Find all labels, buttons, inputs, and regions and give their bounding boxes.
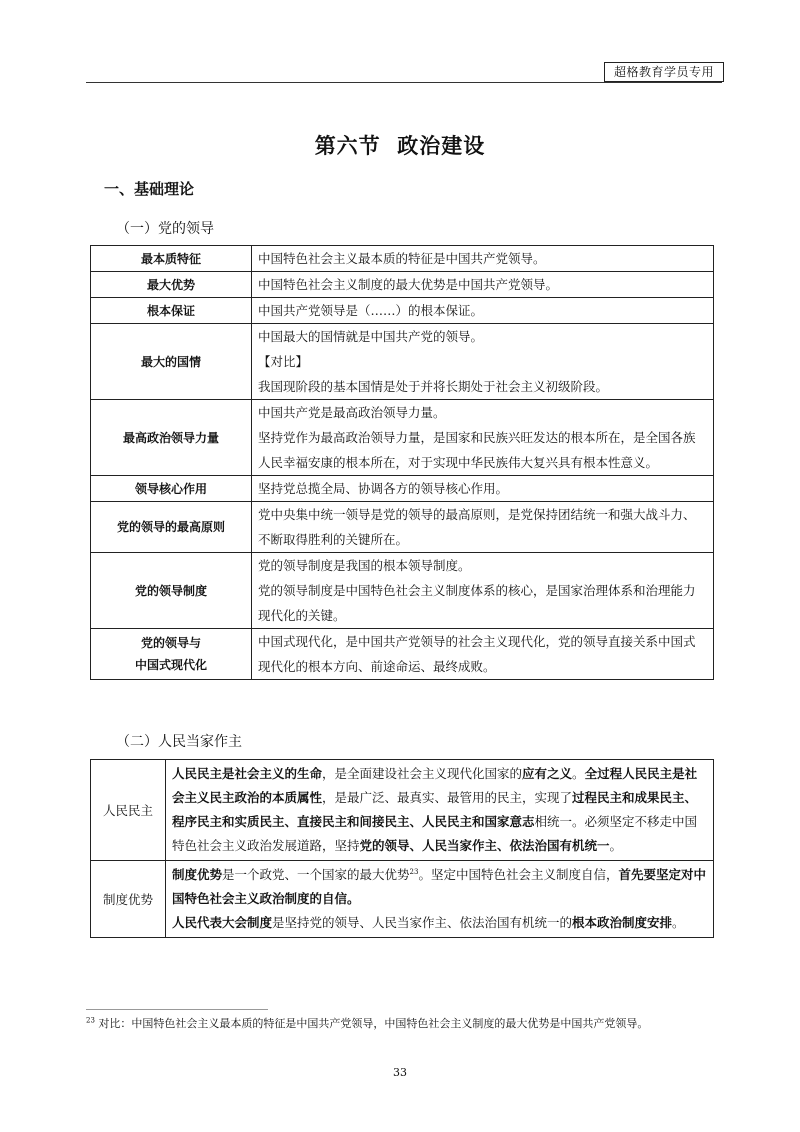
row-key: 党的领导与 中国式现代化 — [91, 629, 252, 680]
row-key: 人民民主 — [91, 760, 166, 861]
row-value: 党中央集中统一领导是党的领导的最高原则，是党保持团结统一和强大战斗力、不断取得胜利的关键所在。 — [252, 502, 714, 553]
row-key: 最大的国情 — [91, 324, 252, 400]
row-key: 最高政治领导力量 — [91, 400, 252, 476]
row-key: 最大优势 — [91, 272, 252, 298]
table-row — [91, 246, 714, 272]
footnote-ref: 23 — [409, 867, 419, 876]
footnote-number: 23 — [86, 1016, 95, 1025]
header-stamp: 超格教育学员专用 — [604, 62, 724, 82]
section-heading-basic-theory: 一、基础理论 — [104, 180, 195, 198]
row-value: 人民民主是社会主义的生命，是全面建设社会主义现代化国家的应有之义。全过程人民民主是社会主义民主政治的本质属性，是最广泛、最真实、最管用的民主，实现了过程民主和成果民主、程序民主和实质民主、直接民主和间接民主、人民民主和国家意志相统一。必须坚定不移走中国特色社会主义政治发展道路，坚持党的领导、人民当家作主、依法治国有机统一。 — [166, 760, 714, 861]
row-key: 领导核心作用 — [91, 476, 252, 502]
row-value: 中国式现代化，是中国共产党领导的社会主义现代化，党的领导直接关系中国式现代化的根本方向、前途命运、最终成败。 — [252, 629, 714, 680]
header-rule — [86, 82, 722, 83]
table-row — [91, 760, 714, 861]
party-leadership-table — [90, 245, 714, 680]
table-row — [91, 861, 714, 938]
page-title: 第六节 政治建设 — [314, 134, 486, 158]
row-key: 党的领导的最高原则 — [91, 502, 252, 553]
table-row — [91, 476, 714, 502]
row-value: 中国特色社会主义最本质的特征是中国共产党领导。 — [252, 246, 714, 272]
table-row — [91, 272, 714, 298]
row-value: 中国共产党领导是（……）的根本保证。 — [252, 298, 714, 324]
footnote-rule — [86, 1009, 268, 1010]
table-row — [91, 324, 714, 400]
table-row — [91, 629, 714, 680]
table-row — [91, 298, 714, 324]
row-value: 中国特色社会主义制度的最大优势是中国共产党领导。 — [252, 272, 714, 298]
footnote — [86, 1016, 726, 1032]
page-number: 33 — [393, 1066, 407, 1079]
row-value: 中国最大的国情就是中国共产党的领导。 【对比】 我国现阶段的基本国情是处于并将长期处于社会主义初级阶段。 — [252, 324, 714, 400]
subsection-heading-people-masters: （二）人民当家作主 — [116, 734, 242, 750]
row-value: 制度优势是一个政党、一个国家的最大优势$^{23}$。坚定中国特色社会主义制度自信，首先要坚定对中国特色社会主义政治制度的自信。 人民代表大会制度是坚持党的领导、人民当家作主、依法治国有机统一的根本政治制度安排。 — [166, 861, 714, 938]
table-row — [91, 502, 714, 553]
row-key: 制度优势 — [91, 861, 166, 938]
table-row — [91, 400, 714, 476]
footnote-text: 对比：中国特色社会主义最本质的特征是中国共产党领导，中国特色社会主义制度的最大优势是中国共产党领导。 — [94, 1017, 649, 1030]
subsection-heading-party-leadership: （一）党的领导 — [116, 221, 214, 237]
row-key: 党的领导制度 — [91, 553, 252, 629]
row-value: 坚持党总揽全局、协调各方的领导核心作用。 — [252, 476, 714, 502]
row-value: 中国共产党是最高政治领导力量。 坚持党作为最高政治领导力量，是国家和民族兴旺发达的根本所在，是全国各族人民幸福安康的根本所在，对于实现中华民族伟大复兴具有根本性意义。 — [252, 400, 714, 476]
row-key: 最本质特征 — [91, 246, 252, 272]
row-key: 根本保证 — [91, 298, 252, 324]
people-democracy-table — [90, 759, 714, 938]
table-row — [91, 553, 714, 629]
row-value: 党的领导制度是我国的根本领导制度。 党的领导制度是中国特色社会主义制度体系的核心，是国家治理体系和治理能力现代化的关键。 — [252, 553, 714, 629]
